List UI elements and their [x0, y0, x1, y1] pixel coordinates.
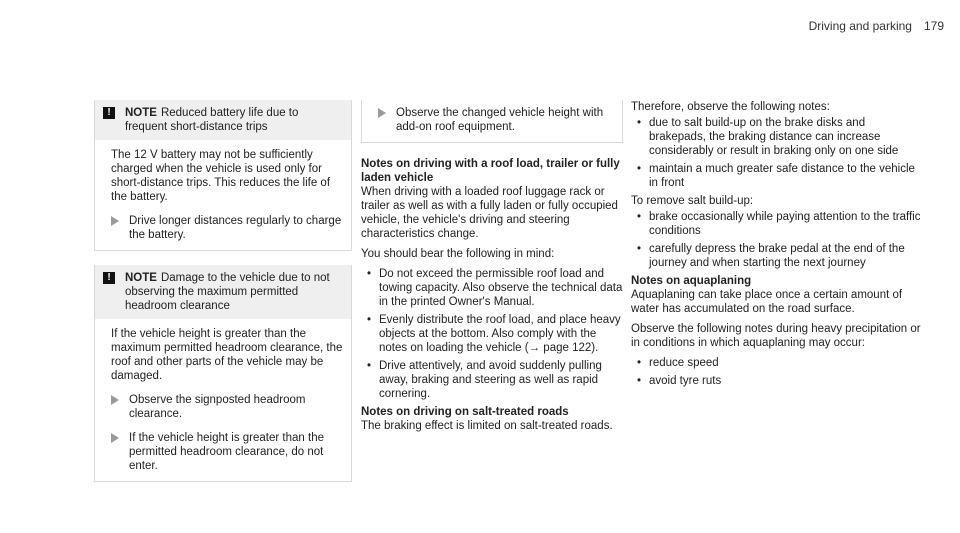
- warning-icon: !: [103, 272, 115, 284]
- step-text: Observe the changed vehicle height with add-on roof equipment.: [396, 107, 604, 133]
- step-text: If the vehicle height is greater than the permitted headroom clearance, do not enter.: [129, 432, 324, 472]
- note-text: The 12 V battery may not be sufficiently charged when the vehicle is used only for short-distance trips. This reduces the life of the battery.: [111, 149, 331, 203]
- page-number: 179: [923, 19, 944, 33]
- bullet-list: [631, 116, 921, 190]
- note-heading: [125, 271, 343, 313]
- section-title: Driving and parking: [808, 19, 912, 33]
- list-item: • due to salt build-up on the brake disks and brakepads, the braking distance can increase considerably or result in braking only on one side: [631, 116, 921, 158]
- bullet-list: [631, 356, 921, 388]
- column-1: [94, 100, 352, 482]
- list-item: • maintain a much greater safe distance to the vehicle in front: [631, 162, 921, 190]
- list-item: • Evenly distribute the roof load, and place heavy objects at the bottom. Also comply with the notes on loading the vehicle (→ page 122).: [361, 313, 623, 355]
- step-arrow-icon: [111, 433, 119, 443]
- step-text: Observe the signposted headroom clearance.: [129, 394, 306, 420]
- page-header: [809, 19, 944, 33]
- warning-icon: !: [103, 107, 115, 119]
- note-title: Damage to the vehicle due to not observing the maximum permitted headroom clearance: [125, 272, 330, 312]
- action-step: [111, 431, 343, 473]
- note-label: NOTE: [125, 272, 157, 284]
- list-item: • avoid tyre ruts: [631, 374, 921, 388]
- section-heading: Notes on driving with a roof load, trailer or fully laden vehicle: [361, 158, 620, 184]
- bullet-list: [631, 210, 921, 270]
- note-heading: [125, 106, 343, 134]
- bullet-list: [361, 267, 623, 401]
- note-headroom: [94, 265, 352, 482]
- note-header: [95, 265, 351, 319]
- list-item: • Do not exceed the permissible roof load and towing capacity. Also observe the technical data in the printed Owner's Manual.: [361, 267, 623, 309]
- action-step: [111, 393, 343, 421]
- note-battery: [94, 100, 352, 251]
- list-item: • Drive attentively, and avoid suddenly pulling away, braking and steering as well as rapid cornering.: [361, 359, 623, 401]
- column-2: [361, 100, 623, 439]
- note-title: Reduced battery life due to frequent short-distance trips: [125, 107, 299, 133]
- step-text: Drive longer distances regularly to charge the battery.: [129, 215, 342, 241]
- paragraph: The braking effect is limited on salt-treated roads.: [361, 420, 613, 432]
- step-arrow-icon: [111, 395, 119, 405]
- paragraph: Observe the following notes during heavy precipitation or in conditions in which aquaplaning may occur:: [631, 323, 921, 349]
- note-body: [362, 100, 622, 142]
- note-body: [95, 140, 351, 250]
- note-body: [95, 319, 351, 481]
- paragraph: Aquaplaning can take place once a certain amount of water has accumulated on the road surface.: [631, 289, 903, 315]
- paragraph: You should bear the following in mind:: [361, 248, 555, 260]
- list-item: • carefully depress the brake pedal at the end of the journey and when starting the next journey: [631, 242, 921, 270]
- note-text: If the vehicle height is greater than the maximum permitted headroom clearance, the roof and other parts of the vehicle may be damaged.: [111, 328, 343, 382]
- column-3: [631, 100, 921, 392]
- step-arrow-icon: [378, 108, 386, 118]
- list-item: • reduce speed: [631, 356, 921, 370]
- paragraph: To remove salt build-up:: [631, 195, 754, 207]
- section-heading: Notes on aquaplaning: [631, 275, 752, 287]
- action-step: [378, 106, 614, 134]
- section-heading: Notes on driving on salt-treated roads: [361, 406, 569, 418]
- paragraph: When driving with a loaded roof luggage rack or trailer as well as with a fully laden or fully occupied vehicle, the vehicle's driving and steering characteristics change.: [361, 186, 618, 240]
- note-label: NOTE: [125, 107, 157, 119]
- step-arrow-icon: [111, 216, 119, 226]
- note-continuation: [361, 100, 623, 143]
- paragraph: Therefore, observe the following notes:: [631, 101, 830, 113]
- list-item: • brake occasionally while paying attention to the traffic conditions: [631, 210, 921, 238]
- note-header: [95, 100, 351, 140]
- action-step: [111, 214, 343, 242]
